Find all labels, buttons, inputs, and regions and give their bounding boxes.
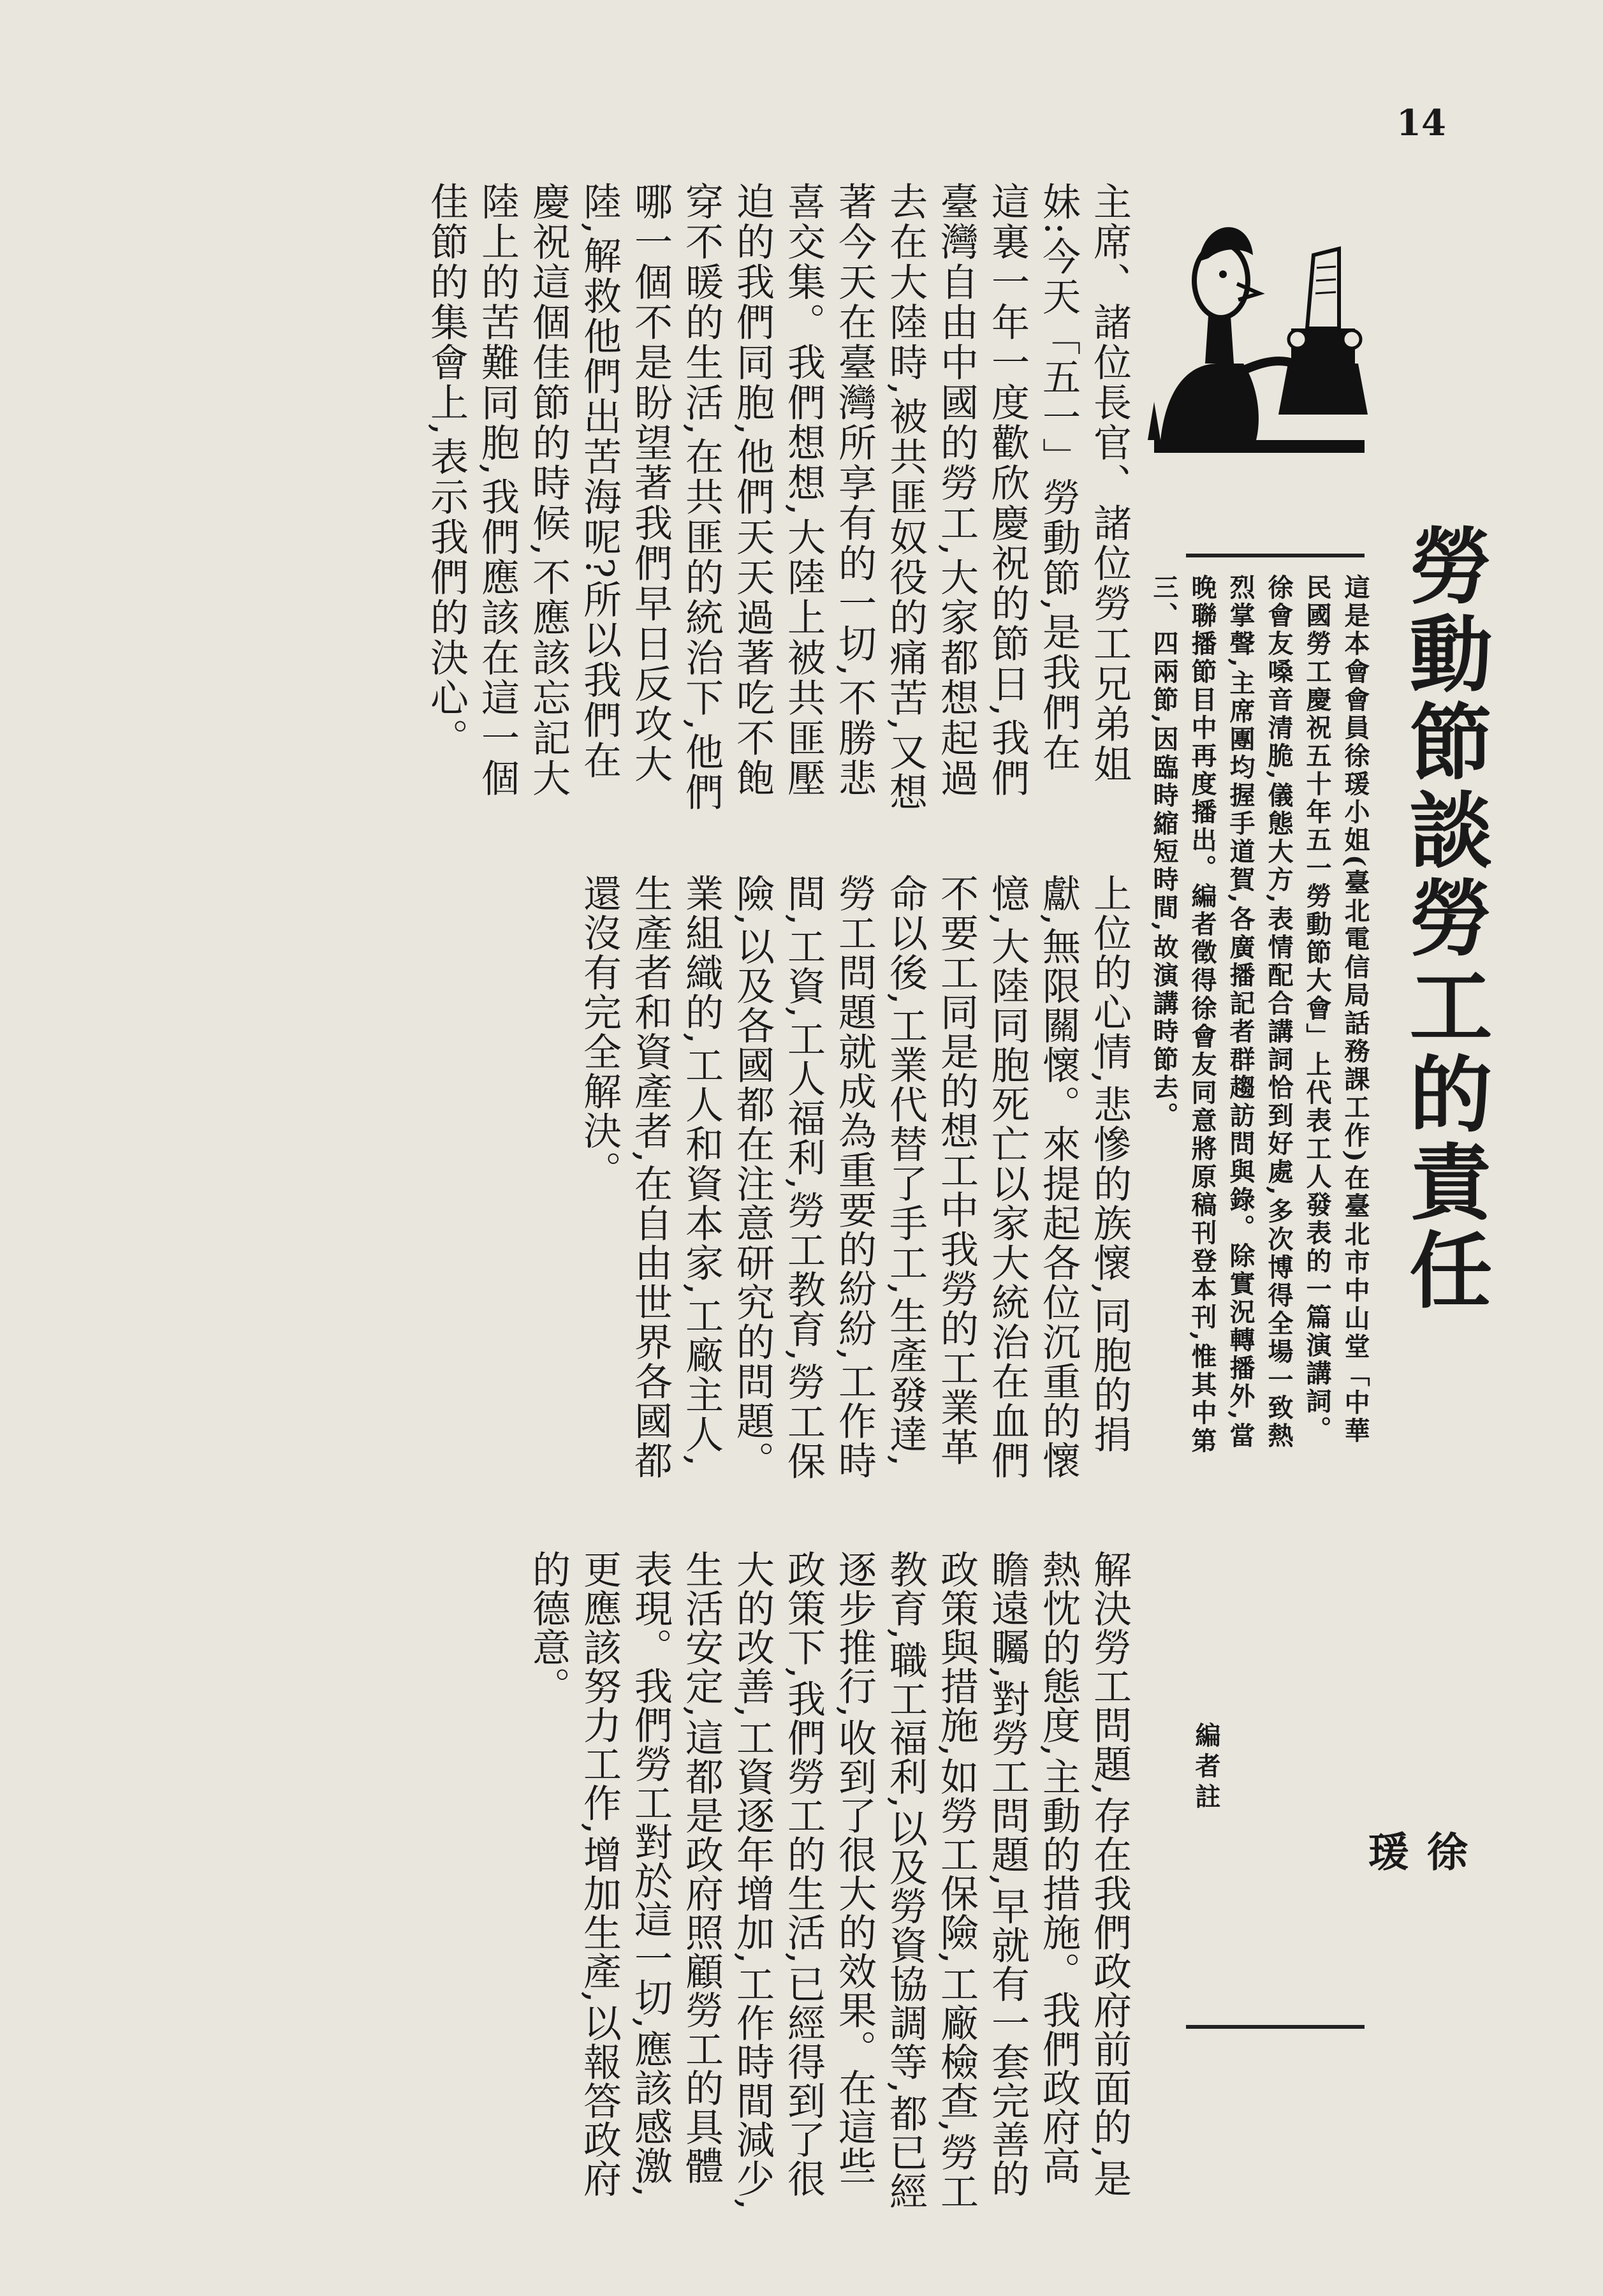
editor-signature: 編者註 (1191, 1722, 1221, 1814)
article-body-section-1: 主席、諸位長官、諸位勞工兄弟姐妹:今天「五一」勞動節,是我們在這裏一年一度歡欣慶祝的節日,我們臺灣自由中國的勞工,大家都想起過去在大陸時,被共匪奴役的痛苦,又想著今天在臺灣所享有的一切,不勝悲喜交集。我們想想,大陸上被共匪壓迫的我們同胞,他們天天過著吃不飽穿不暖的生活,在共匪的統治下,他們哪一個不是盼望著我們早日反攻大陸,解救他們出苦海呢?所以我們在慶祝這個佳節的時候,不應該忘記大陸上的苦難同胞,我們應該在這一個佳節的集會上,表示我們的決心。 (424, 182, 1132, 813)
note-top-rule (1186, 554, 1365, 557)
article-title: 勞動節談勞工的責任 (1396, 523, 1493, 1315)
article-body-section-3: 解決勞工問題,存在我們政府前面的,是熱忱的態度,主動的措施。我們政府高瞻遠矚,對勞工問題,早就有一套完善的政策與措施,如勞工保險,工廠檢查,勞工教育,職工福利,以及勞資協調等,都已經逐步推行,收到了很大的效果。在這些政策下,我們勞工的生活,已經得到了很大的改善,工資逐年增加,工作時間減少,生活安定,這都是政府照顧勞工的具體表現。我們勞工對於這一切,應該感激,更應該努力工作,增加生產,以報答政府的德意。 (526, 1550, 1132, 2211)
note-bottom-rule (1186, 2025, 1365, 2029)
typist-illustration (1148, 172, 1377, 466)
article-body-section-2: 上位的心情,悲慘的族懷,同胞的捐獻,無限關懷。來提起各位沉重的懷憶,大陸同胞死亡以家大統治在血們不要工同是的想工中我勞的工業革命以後,工業代替了手工,生產發達,勞工問題就成為重要的紛紛,工作時間,工資,工人福利,勞工教育,勞工保險,以及各國都在注意研究的問題。業組織的,工人和資本家,工廠主人,生產者和資產者,在自由世界各國都還沒有完全解決。 (577, 874, 1132, 1482)
page-number: 14 (1396, 102, 1446, 144)
editor-note: 這是本會會員徐瑗小姐(臺北電信局話務課工作)在臺北市中山堂「中華民國勞工慶祝五十年五一勞動節大會」上代表工人發表的一篇演講詞。徐會友嗓音清脆,儀態大方,表情配合講詞恰到好處,多次博得全場一致熱烈掌聲,主席團均握手道賀,各廣播記者群趨訪問與錄。除實況轉播外,當晚聯播節目中再度播出。編者徵得徐會友同意將原稿刊登本刊,惟其中第三、四兩節,因臨時縮短時間,故演講時節去。 (1149, 574, 1370, 1455)
author-name: 徐 瑗 (1361, 1830, 1468, 1986)
